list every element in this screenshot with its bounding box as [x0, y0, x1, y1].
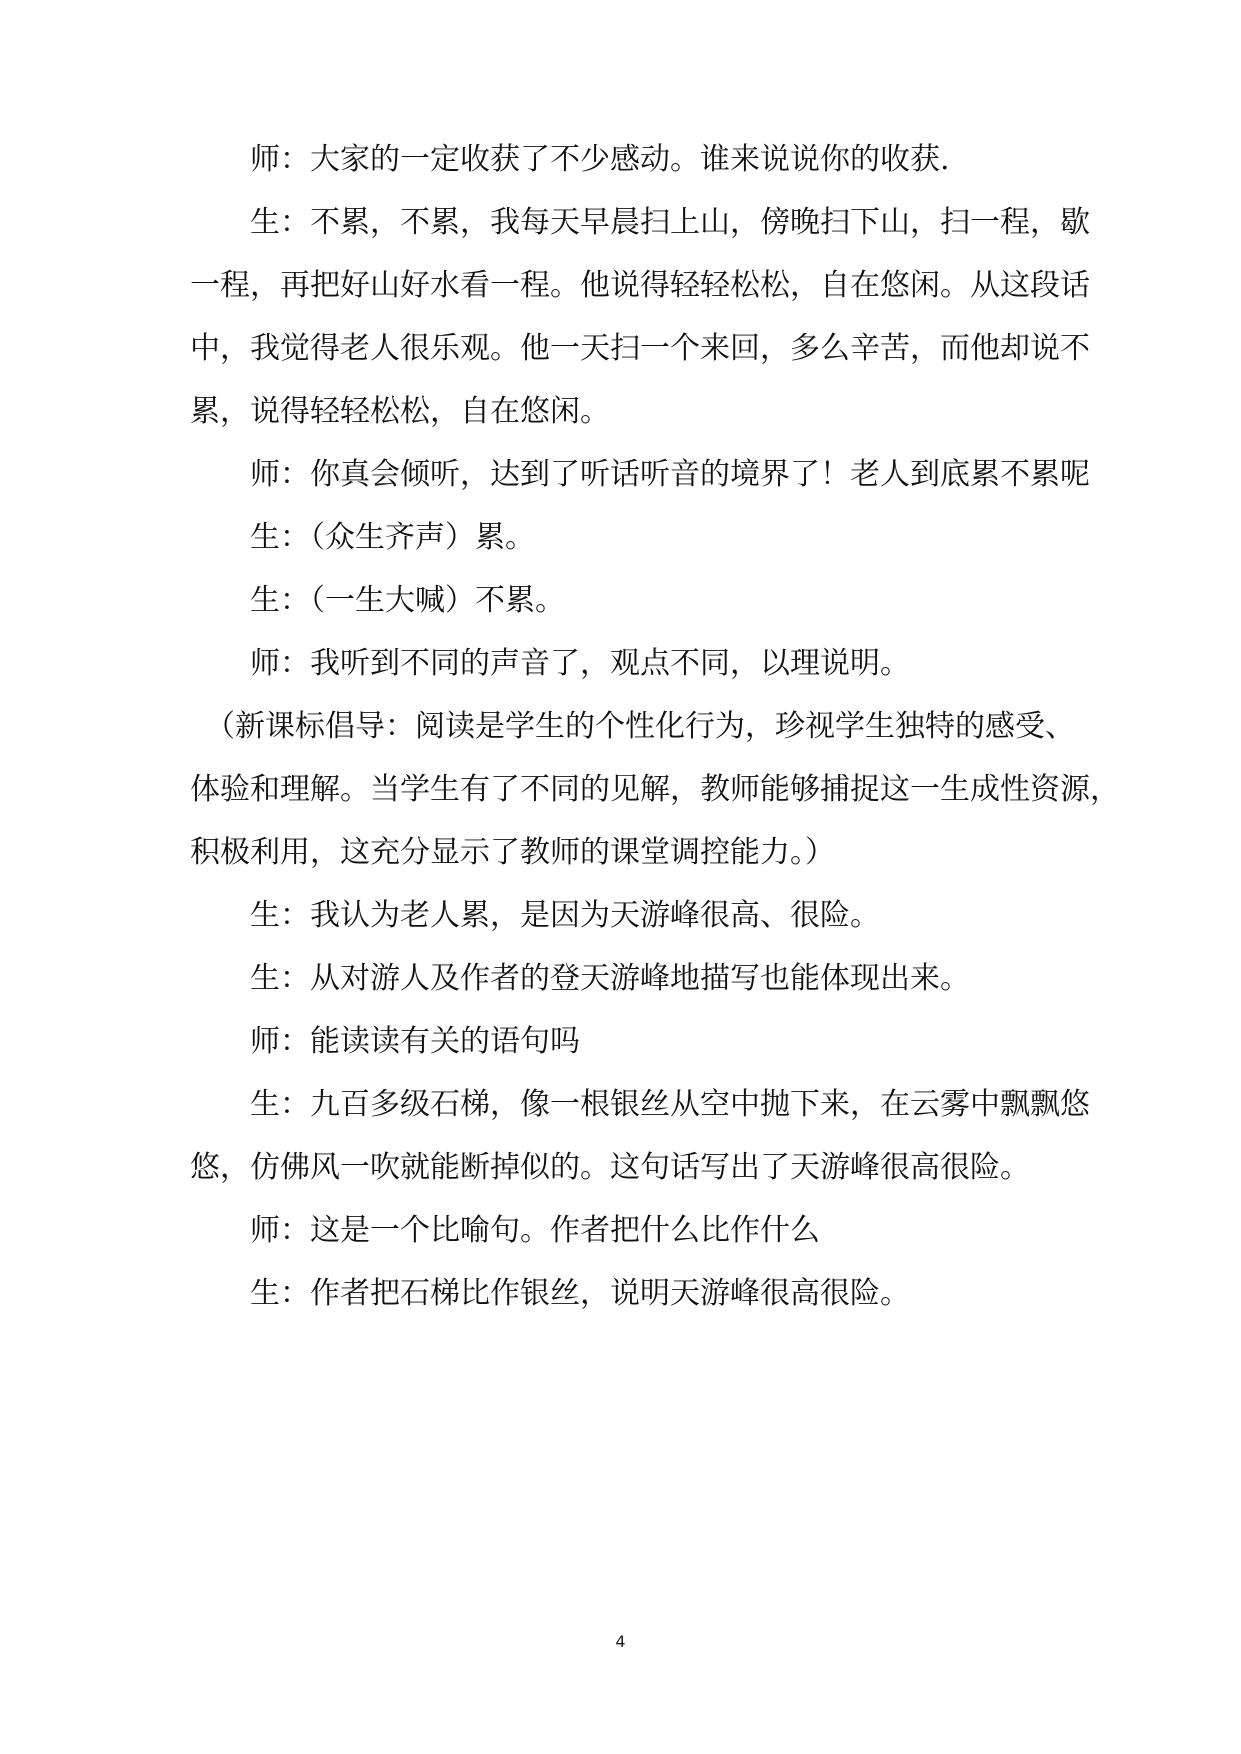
text-line: 一程，再把好山好水看一程。他说得轻轻松松，自在悠闲。从这段话 [190, 268, 1090, 303]
text-line: 生：不累，不累，我每天早晨扫上山，傍晚扫下山，扫一程，歇 [190, 205, 1090, 240]
text-line: 积极利用，这充分显示了教师的课堂调控能力。） [190, 835, 835, 870]
page-number: 4 [615, 1632, 626, 1651]
text-line: 生：作者把石梯比作银丝，说明天游峰很高很险。 [190, 1276, 910, 1311]
text-line: 悠，仿佛风一吹就能断掉似的。这句话写出了天游峰很高很险。 [190, 1150, 1030, 1185]
text-line: 师：你真会倾听，达到了听话听音的境界了！老人到底累不累呢 [190, 457, 1090, 492]
text-line: 中，我觉得老人很乐观。他一天扫一个来回，多么辛苦，而他却说不 [190, 331, 1090, 366]
text-line: 生：我认为老人累，是因为天游峰很高、很险。 [190, 898, 880, 933]
text-line: 师：我听到不同的声音了，观点不同，以理说明。 [190, 646, 910, 681]
text-line: 师：大家的一定收获了不少感动。谁来说说你的收获. [190, 142, 950, 177]
text-line: 累，说得轻轻松松，自在悠闲。 [190, 394, 610, 429]
text-line: 生：（一生大喊）不累。 [190, 583, 565, 618]
text-line: 生：九百多级石梯，像一根银丝从空中抛下来，在云雾中飘飘悠 [190, 1087, 1090, 1122]
text-line: 生：（众生齐声）累。 [190, 520, 535, 555]
text-line: 师：能读读有关的语句吗 [190, 1024, 580, 1059]
text-line: 师：这是一个比喻句。作者把什么比作什么 [190, 1213, 820, 1248]
text-line: 生：从对游人及作者的登天游峰地描写也能体现出来。 [190, 961, 970, 996]
text-line: 体验和理解。当学生有了不同的见解，教师能够捕捉这一生成性资源， [190, 772, 1120, 807]
text-line: （新课标倡导：阅读是学生的个性化行为，珍视学生独特的感受、 [190, 709, 1075, 744]
